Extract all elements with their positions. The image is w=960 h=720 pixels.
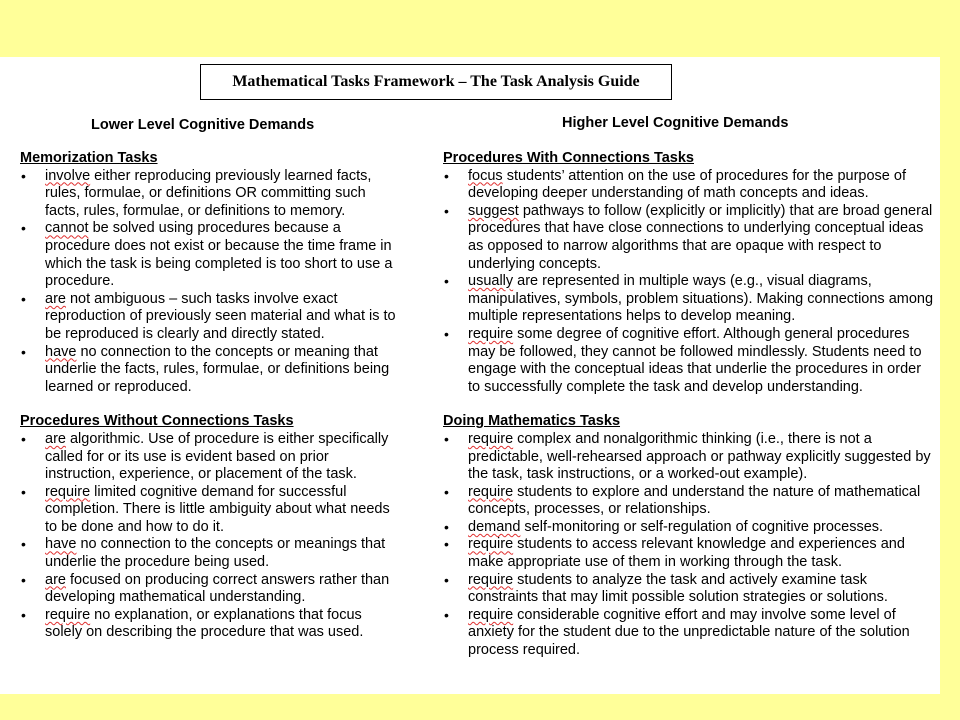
item-text: not ambiguous – such tasks involve exact reproduction of previously seen material and what is to be reproduced is clearly and directly stated. <box>45 290 396 342</box>
item-text: complex and nonalgorithmic thinking (i.e., there is not a predictable, well-rehearsed approach or pathway explicitly suggested by the task, task instructions, or a worked-out example). <box>468 430 931 483</box>
list-item <box>443 607 935 660</box>
higher-level-section <box>443 150 935 396</box>
item-lead-verb: are <box>45 290 66 307</box>
section-title: Procedures With Connections Tasks <box>443 150 694 166</box>
item-lead-verb: focus <box>468 167 503 184</box>
item-lead-verb: require <box>468 325 514 342</box>
list-item <box>20 572 398 607</box>
item-lead-verb: involve <box>45 167 91 184</box>
item-text: pathways to follow (explicitly or implicitly) that are broad general procedures that have close connections to underlying conceptual ideas as opposed to narrow algorithms that are opaque with respect to underlying concepts. <box>468 202 933 272</box>
bullet-icon: • <box>21 483 26 500</box>
bullet-icon: • <box>444 325 449 342</box>
item-text: no connection to the concepts or meanings that underlie the procedure being used. <box>45 536 386 571</box>
list-item <box>443 431 935 484</box>
bullet-icon: • <box>21 220 26 237</box>
item-lead-verb: cannot <box>45 220 89 237</box>
bullet-icon: • <box>444 430 449 447</box>
item-lead-verb: require <box>45 483 91 500</box>
lower-level-column <box>20 150 398 642</box>
list-item <box>443 326 935 396</box>
section-title: Memorization Tasks <box>20 150 158 166</box>
item-lead-verb: usually <box>468 273 514 290</box>
bullet-icon: • <box>444 606 449 623</box>
lower-level-heading: Lower Level Cognitive Demands <box>91 117 315 133</box>
item-text: students to analyze the task and actively examine task constraints that may limit possible solution strategies or solutions. <box>468 571 888 606</box>
bullet-list <box>443 168 935 397</box>
bullet-icon: • <box>444 273 449 290</box>
bullet-list <box>443 431 935 660</box>
item-text: either reproducing previously learned facts, rules, formulae, or definitions OR committing such facts, rules, formulae, or definitions to memory. <box>45 167 372 219</box>
item-text: no explanation, or explanations that focus solely on describing the procedure that was used. <box>45 606 364 641</box>
list-item <box>443 484 935 519</box>
higher-level-column <box>443 150 935 660</box>
item-text: students to explore and understand the nature of mathematical concepts, processes, or relationships. <box>468 483 921 518</box>
bullet-icon: • <box>21 290 26 307</box>
bullet-list <box>20 168 398 397</box>
item-text: self-monitoring or self-regulation of cognitive processes. <box>520 518 884 535</box>
lower-level-section <box>20 150 398 396</box>
bullet-icon: • <box>444 202 449 219</box>
item-lead-verb: are <box>45 430 66 447</box>
bullet-icon: • <box>444 518 449 535</box>
list-item <box>20 484 398 537</box>
list-item <box>443 203 935 273</box>
list-item <box>20 344 398 397</box>
item-text: considerable cognitive effort and may involve some level of anxiety for the student due to the unpredictable nature of the solution process required. <box>468 606 910 659</box>
section-title: Procedures Without Connections Tasks <box>20 413 294 430</box>
bullet-icon: • <box>21 606 26 623</box>
bullet-icon: • <box>444 167 449 184</box>
item-text: no connection to the concepts or meaning that underlie the facts, rules, formulae, or definitions being learned or reproduced. <box>45 343 390 395</box>
item-text: be solved using procedures because a procedure does not exist or because the time frame in which the task is being completed is too short to use a procedure. <box>45 220 393 290</box>
item-text: algorithmic. Use of procedure is either specifically called for or its use is evident based on prior instruction, experience, or placement of the task. <box>45 430 389 483</box>
bullet-icon: • <box>21 343 26 360</box>
item-lead-verb: suggest <box>468 202 519 219</box>
item-lead-verb: have <box>45 536 77 553</box>
item-text: some degree of cognitive effort. Although general procedures may be followed, they cannot be followed mindlessly. Students need to engage with the conceptual ideas that underlie the procedures in order to successfully complete the task and develop understanding. <box>468 325 922 395</box>
document-title: Mathematical Tasks Framework – The Task Analysis Guide <box>200 64 672 100</box>
bullet-icon: • <box>444 483 449 500</box>
list-item <box>20 607 398 642</box>
list-item <box>20 220 398 290</box>
bullet-icon: • <box>444 536 449 553</box>
lower-level-section <box>20 413 398 642</box>
item-text: students to access relevant knowledge and experiences and make appropriate use of them in working through the task. <box>468 536 905 571</box>
list-item <box>443 536 935 571</box>
item-lead-verb: are <box>45 571 66 588</box>
bullet-icon: • <box>21 430 26 447</box>
higher-level-heading: Higher Level Cognitive Demands <box>562 115 789 131</box>
item-text: limited cognitive demand for successful completion. There is little ambiguity about what needs to be done and how to do it. <box>45 483 390 535</box>
list-item <box>443 519 935 537</box>
bullet-icon: • <box>21 571 26 588</box>
item-text: students’ attention on the use of procedures for the purpose of developing deeper understanding of math concepts and ideas. <box>468 167 906 202</box>
bullet-icon: • <box>21 167 26 184</box>
item-lead-verb: require <box>45 606 91 623</box>
item-text: are represented in multiple ways (e.g., visual diagrams, manipulatives, symbols, problem situations). Making connections among multiple representations helps to develop meaning. <box>468 273 934 325</box>
list-item <box>20 168 398 221</box>
item-lead-verb: require <box>468 606 514 623</box>
list-item <box>443 273 935 326</box>
item-lead-verb: require <box>468 571 514 588</box>
higher-level-section <box>443 413 935 659</box>
item-lead-verb: require <box>468 483 514 500</box>
bullet-list <box>20 431 398 642</box>
list-item <box>20 431 398 484</box>
bullet-icon: • <box>21 536 26 553</box>
list-item <box>443 168 935 203</box>
section-title: Doing Mathematics Tasks <box>443 413 621 430</box>
item-lead-verb: require <box>468 430 514 447</box>
list-item <box>443 572 935 607</box>
item-lead-verb: have <box>45 343 77 360</box>
bullet-icon: • <box>444 571 449 588</box>
list-item <box>20 536 398 571</box>
item-text: focused on producing correct answers rather than developing mathematical understanding. <box>45 571 390 606</box>
list-item <box>20 291 398 344</box>
item-lead-verb: demand <box>468 518 521 535</box>
item-lead-verb: require <box>468 536 514 553</box>
